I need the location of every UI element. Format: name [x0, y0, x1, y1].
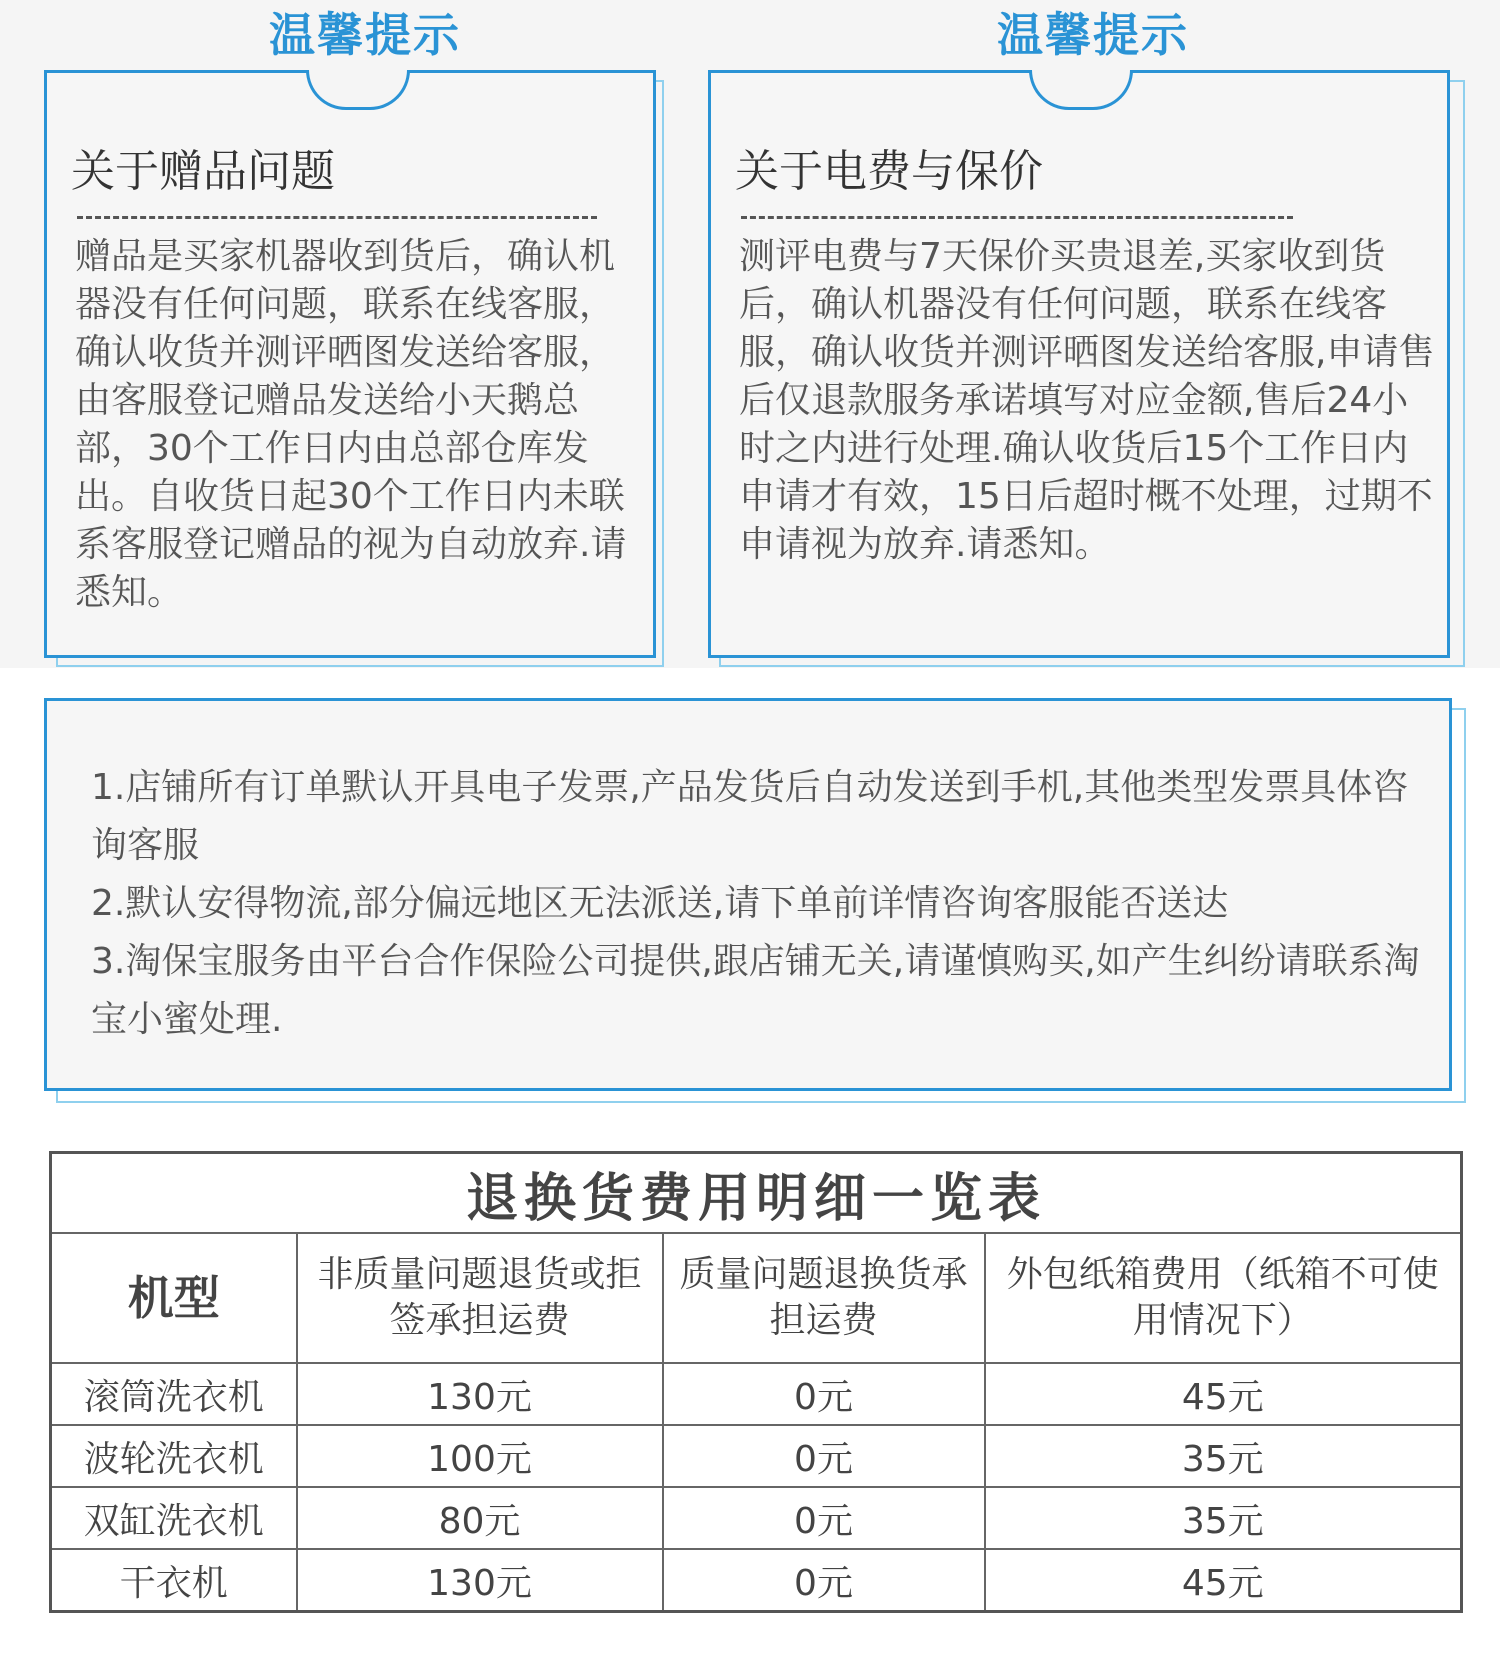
cell-quality-fee: 0元 — [663, 1549, 985, 1612]
notice-list — [91, 759, 1421, 1049]
cell-quality-fee: 0元 — [663, 1425, 985, 1487]
notice-item: 1.店铺所有订单默认开具电子发票,产品发货后自动发送到手机,其他类型发票具体咨询客服 — [91, 767, 1409, 866]
fee-table — [49, 1151, 1463, 1613]
header-box-fee: 外包纸箱费用（纸箱不可使用情况下） — [985, 1233, 1462, 1363]
header-model: 机型 — [51, 1233, 297, 1363]
tip-body-fee: 测评电费与7天保价买贵退差,买家收到货后，确认机器没有任何问题，联系在线客服，确认收货并测评晒图发送给客服,申请售后仅退款服务承诺填写对应金额,售后24小时之内进行处理.确认收货后15个工作日内申请才有效，15日后超时概不处理，过期不申请视为放弃.请悉知。 — [739, 236, 1435, 565]
cell-model: 滚筒洗衣机 — [51, 1363, 297, 1425]
cell-model: 双缸洗衣机 — [51, 1487, 297, 1549]
cell-model: 干衣机 — [51, 1549, 297, 1612]
table-row — [51, 1425, 1462, 1487]
tip-title-left: 温馨提示 — [269, 8, 461, 62]
card-notch — [1029, 70, 1133, 110]
cell-quality-fee: 0元 — [663, 1487, 985, 1549]
table-row — [51, 1487, 1462, 1549]
tip-card-gift — [44, 70, 656, 658]
dashed-divider — [77, 216, 597, 219]
cell-non-quality-fee: 130元 — [297, 1363, 663, 1425]
cell-non-quality-fee: 80元 — [297, 1487, 663, 1549]
dashed-divider — [741, 216, 1293, 219]
cell-non-quality-fee: 130元 — [297, 1549, 663, 1612]
cell-box-fee: 45元 — [985, 1363, 1462, 1425]
cell-model: 波轮洗衣机 — [51, 1425, 297, 1487]
header-quality: 质量问题退换货承担运费 — [663, 1233, 985, 1363]
table-row — [51, 1549, 1462, 1612]
notice-box — [44, 698, 1452, 1091]
tip-heading-gift: 关于赠品问题 — [71, 146, 335, 197]
notice-item: 2.默认安得物流,部分偏远地区无法派送,请下单前详情咨询客服能否送达 — [91, 883, 1229, 924]
tip-card-fee — [708, 70, 1450, 658]
tip-heading-fee: 关于电费与保价 — [735, 146, 1043, 197]
tip-body-gift: 赠品是买家机器收到货后，确认机器没有任何问题，联系在线客服，确认收货并测评晒图发送给客服，由客服登记赠品发送给小天鹅总部，30个工作日内由总部仓库发出。自收货日起30个工作日内未联系客服登记赠品的视为自动放弃.请悉知。 — [75, 236, 627, 613]
cell-quality-fee: 0元 — [663, 1363, 985, 1425]
cell-box-fee: 35元 — [985, 1487, 1462, 1549]
cell-box-fee: 45元 — [985, 1549, 1462, 1612]
tip-title-right: 温馨提示 — [997, 8, 1189, 62]
cell-box-fee: 35元 — [985, 1425, 1462, 1487]
fee-table-title: 退换货费用明细一览表 — [51, 1153, 1462, 1234]
table-row — [51, 1363, 1462, 1425]
notice-item: 3.淘保宝服务由平台合作保险公司提供,跟店铺无关,请谨慎购买,如产生纠纷请联系淘宝小蜜处理. — [91, 941, 1420, 1040]
card-notch — [306, 70, 410, 110]
header-non-quality: 非质量问题退货或拒签承担运费 — [297, 1233, 663, 1363]
cell-non-quality-fee: 100元 — [297, 1425, 663, 1487]
